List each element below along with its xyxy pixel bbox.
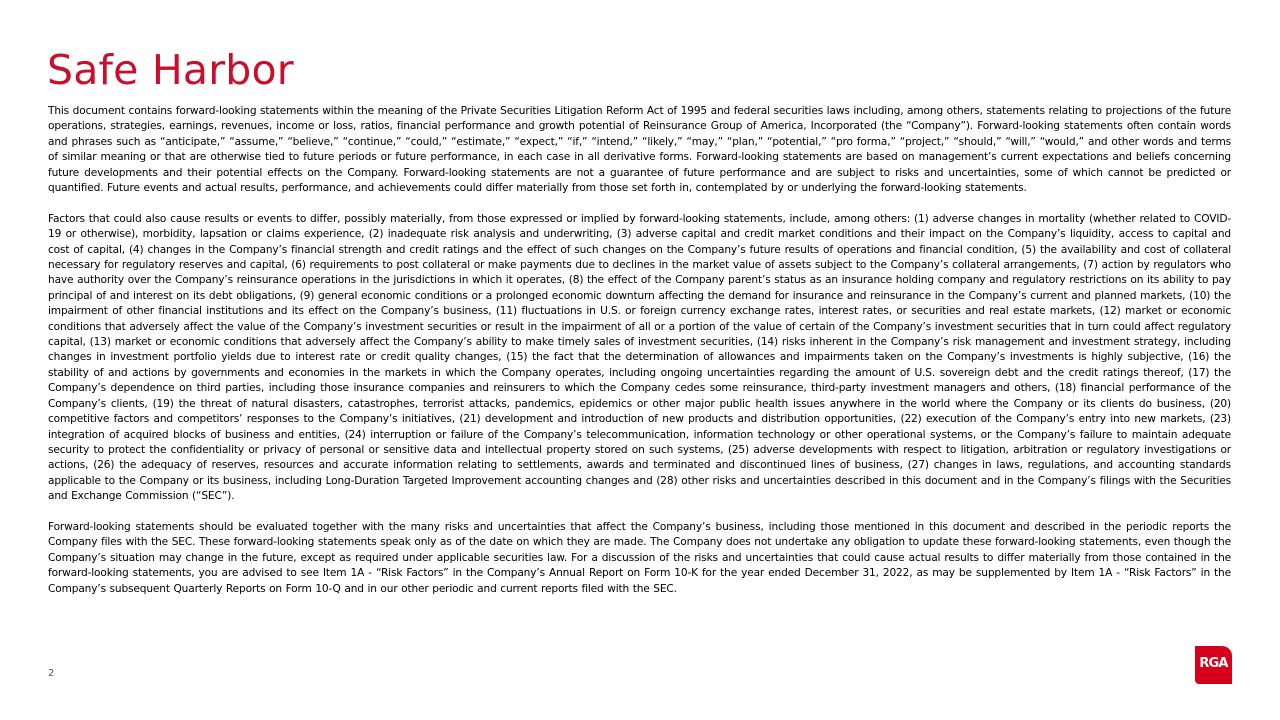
page-number: 2	[48, 668, 55, 679]
paragraph-forward-looking-intro: This document contains forward-looking statements within the meaning of the Private Securities Litigation Reform Act of 1995 and federal securities laws including, among others, statements relating to projections of the future operations, strategies, earnings, revenues, income or loss, ratios, financial performance and growth potential of Reinsurance Group of America, Incorporated (the “Company”). Forward-looking statements often contain words and phrases such as “anticipate,” “assume,” “believe,” “continue,” “could,” “estimate,” “expect,” “if,” “intend,” “likely,” “may,” “plan,” “potential,” “pro forma,” “project,” “should,” “will,” “would,” and other words and terms of similar meaning or that are otherwise tied to future periods or future performance, in each case in all derivative forms. Forward-looking statements are based on management’s current expectations and beliefs concerning future developments and their potential effects on the Company. Forward-looking statements are not a guarantee of future performance and are subject to risks and uncertainties, some of which cannot be predicted or quantified. Future events and actual results, performance, and achievements could differ materially from those set forth in, contemplated by or underlying the forward-looking statements.	[48, 105, 1232, 195]
rga-logo-text: RGA	[1199, 656, 1228, 671]
rga-logo	[1195, 646, 1232, 684]
safe-harbor-body	[48, 104, 1231, 597]
paragraph-risk-factors: Factors that could also cause results or events to differ, possibly materially, from those expressed or implied by forward-looking statements, include, among others: (1) adverse changes in mortality (whether related to COVID-19 or otherwise), morbidity, lapsation or claims experience, (2) inadequate risk analysis and underwriting, (3) adverse capital and credit market conditions and their impact on the Company’s liquidity, access to capital and cost of capital, (4) changes in the Company’s financial strength and credit ratings and the effect of such changes on the Company’s future results of operations and financial condition, (5) the availability and cost of collateral necessary for regulatory reserves and capital, (6) requirements to post collateral or make payments due to declines in the market value of assets subject to the Company’s collateral arrangements, (7) action by regulators who have authority over the Company’s reinsurance operations in the jurisdictions in which it operates, (8) the effect of the Company parent’s status as an insurance holding company and regulatory restrictions on its ability to pay principal of and interest on its debt obligations, (9) general economic conditions or a prolonged economic downturn affecting the demand for insurance and reinsurance in the Company’s current and planned markets, (10) the impairment of other financial institutions and its effect on the Company’s business, (11) fluctuations in U.S. or foreign currency exchange rates, interest rates, or securities and real estate markets, (12) market or economic conditions that adversely affect the value of the Company’s investment securities or result in the impairment of all or a portion of the value of certain of the Company’s investment securities that in turn could affect regulatory capital, (13) market or economic conditions that adversely affect the Company’s ability to make timely sales of investment securities, (14) risks inherent in the Company’s risk management and investment strategy, including changes in investment portfolio yields due to interest rate or credit quality changes, (15) the fact that the determination of allowances and impairments taken on the Company’s investments is highly subjective, (16) the stability of and actions by governments and economies in the markets in which the Company operates, including ongoing uncertainties regarding the amount of U.S. sovereign debt and the credit ratings thereof, (17) the Company’s dependence on third parties, including those insurance companies and reinsurers to which the Company cedes some reinsurance, third-party investment managers and others, (18) financial performance of the Company’s clients, (19) the threat of natural disasters, catastrophes, terrorist attacks, pandemics, epidemics or other major public health issues anywhere in the world where the Company or its clients do business, (20) competitive factors and competitors’ responses to the Company’s initiatives, (21) development and introduction of new products and distribution opportunities, (22) execution of the Company’s entry into new markets, (23) integration of acquired blocks of business and entities, (24) interruption or failure of the Company’s telecommunication, information technology or other operational systems, or the Company’s failure to maintain adequate security to protect the confidentiality or privacy of personal or sensitive data and intellectual property stored on such systems, (25) adverse developments with respect to litigation, arbitration or regulatory investigations or actions, (26) the adequacy of reserves, resources and accurate information relating to settlements, awards and terminated and discontinued lines of business, (27) changes in laws, regulations, and accounting standards applicable to the Company or its business, including Long-Duration Targeted Improvement accounting changes and (28) other risks and uncertainties described in this document and in the Company’s filings with the Securities and Exchange Commission (“SEC”).	[48, 212, 1231, 503]
paragraph-evaluation-note: Forward-looking statements should be evaluated together with the many risks and uncertainties that affect the Company’s business, including those mentioned in this document and described in the periodic reports the Company files with the SEC. These forward-looking statements speak only as of the date on which they are made. The Company does not undertake any obligation to update these forward-looking statements, even though the Company’s situation may change in the future, except as required under applicable securities law. For a discussion of the risks and uncertainties that could cause actual results to differ materially from those contained in the forward-looking statements, you are advised to see Item 1A - “Risk Factors” in the Company’s Annual Report on Form 10-K for the year ended December 31, 2022, as may be supplemented by Item 1A - “Risk Factors” in the Company’s subsequent Quarterly Reports on Form 10-Q and in our other periodic and current reports filed with the SEC.	[48, 520, 1231, 595]
slide-title: Safe Harbor	[47, 46, 294, 94]
